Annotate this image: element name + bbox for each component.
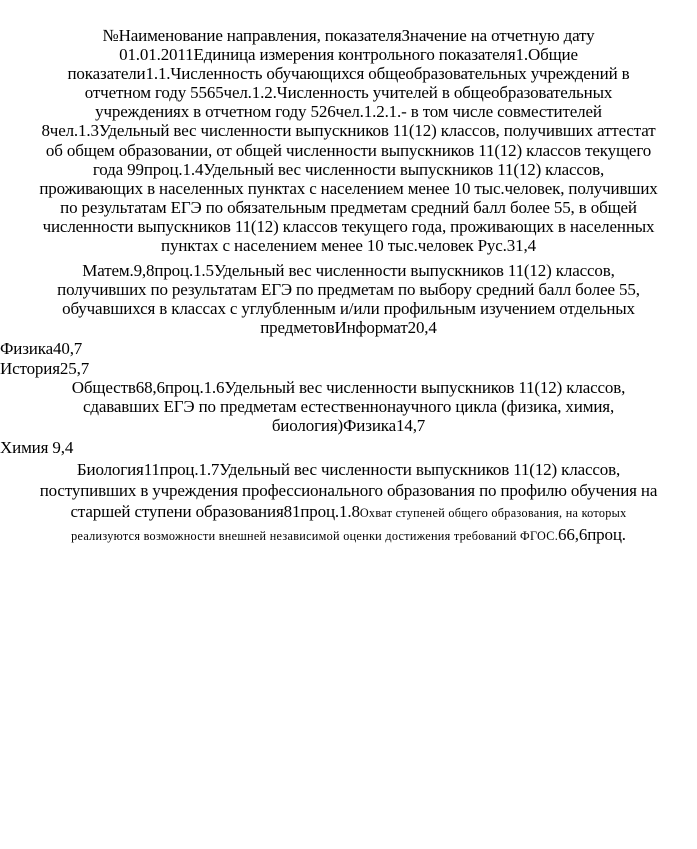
text-segment: старшей ступени образования81проц.1.8 xyxy=(70,502,360,521)
text-segment: 66,6проц. xyxy=(558,525,626,544)
text-line: получивших по результатам ЕГЭ по предметам по выбору средний балл более 55, xyxy=(57,280,640,300)
text-line: предметовИнформат20,4 xyxy=(260,318,437,338)
text-line: биология)Физика14,7 xyxy=(271,416,426,436)
text-line: учреждениях в отчетном году 526чел.1.2.1.- в том числе совместителей xyxy=(95,102,602,122)
text-line xyxy=(0,501,697,524)
text-line: 01.01.2011Единица измерения контрольного показателя1.Общие xyxy=(119,45,578,65)
text-line-chemistry: Химия 9,4 xyxy=(0,438,74,457)
text-line: пунктах с населением менее 10 тыс.человек Рус.31,4 xyxy=(161,236,536,256)
text-line: поступивших в учреждения профессионального образования по профилю обучения на xyxy=(39,481,658,500)
text-line: численности выпускников 11(12) классов текущего года, проживающих в населенных xyxy=(42,216,655,236)
text-line: года 99проц.1.4Удельный вес численности выпускников 11(12) классов, xyxy=(92,159,605,179)
paragraph-general-indicators xyxy=(0,26,697,255)
paragraph-professional-education xyxy=(0,459,697,547)
text-line: по результатам ЕГЭ по обязательным предметам средний балл более 55, в общей xyxy=(60,197,637,217)
text-line: обучавшихся в классах с углубленным и/или профильным изучением отдельных xyxy=(62,299,635,319)
text-segment-small: реализуются возможности внешней независимой оценки достижения требований ФГОС. xyxy=(71,529,559,543)
text-line: показатели1.1.Численность обучающихся общеобразовательных учреждений в xyxy=(67,64,630,84)
text-line: Биология11проц.1.7Удельный вес численности выпускников 11(12) классов, xyxy=(76,460,621,479)
paragraph-natural-science xyxy=(0,378,697,435)
text-line: Обществ68,6проц.1.6Удельный вес численности выпускников 11(12) классов, xyxy=(71,378,626,397)
text-segment-small: Охват ступеней общего образования, на которых xyxy=(359,506,627,520)
text-line: отчетном году 5565чел.1.2.Численность учителей в общеобразовательных xyxy=(84,83,613,103)
paragraph-elective-subjects xyxy=(0,261,697,337)
text-line xyxy=(0,524,697,547)
text-line: проживающих в населенных пунктах с населением менее 10 тыс.человек, получивших xyxy=(39,178,658,198)
text-line-history: История25,7 xyxy=(0,359,90,378)
text-line: сдававших ЕГЭ по предметам естественнонаучного цикла (физика, химия, xyxy=(82,397,615,417)
text-line: об общем образовании, от общей численности выпускников 11(12) классов текущего xyxy=(45,140,652,160)
text-line: Матем.9,8проц.1.5Удельный вес численности выпускников 11(12) классов, xyxy=(82,261,615,280)
text-line: №Наименование направления, показателяЗначение на отчетную дату xyxy=(102,26,595,45)
text-line: 8чел.1.3Удельный вес численности выпускников 11(12) классов, получивших аттестат xyxy=(41,121,656,141)
text-line-physics: Физика40,7 xyxy=(0,339,83,358)
